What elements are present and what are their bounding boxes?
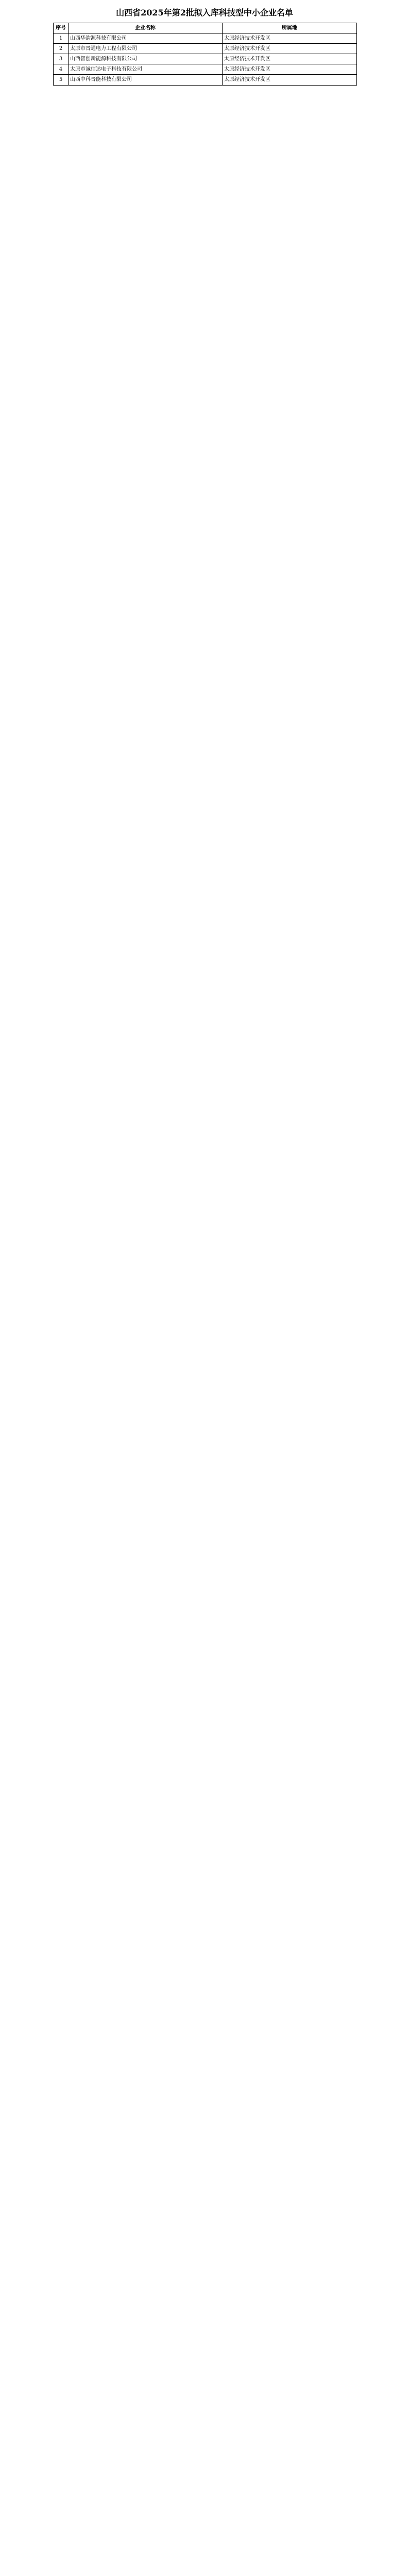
row-company: 山西智创新能源科技有限公司 bbox=[69, 54, 223, 64]
header-index: 序号 bbox=[54, 23, 69, 33]
row-index: 1 bbox=[54, 33, 69, 43]
header-company: 企业名称 bbox=[69, 23, 223, 33]
company-table bbox=[53, 23, 357, 86]
row-index: 2 bbox=[54, 44, 69, 54]
row-index: 5 bbox=[54, 75, 69, 85]
row-index: 4 bbox=[54, 64, 69, 74]
table-row bbox=[54, 75, 356, 85]
page-title: 山西省2025年第2批拟入库科技型中小企业名单 bbox=[116, 8, 293, 18]
row-region: 太原经济技术开发区 bbox=[224, 56, 270, 62]
row-company: 山西华韵源科技有限公司 bbox=[69, 33, 223, 43]
table-row bbox=[54, 54, 356, 64]
header-region: 所属地 bbox=[282, 25, 297, 31]
table-row bbox=[54, 33, 356, 44]
row-region: 太原经济技术开发区 bbox=[224, 66, 270, 72]
table-header bbox=[54, 23, 356, 33]
row-region: 太原经济技术开发区 bbox=[224, 46, 270, 52]
table-row bbox=[54, 44, 356, 54]
table-row bbox=[54, 64, 356, 75]
row-company: 太原市晋通电力工程有限公司 bbox=[69, 44, 223, 54]
row-company: 山西中科晋能科技有限公司 bbox=[69, 75, 223, 85]
row-region: 太原经济技术开发区 bbox=[224, 36, 270, 41]
row-index: 3 bbox=[54, 54, 69, 64]
row-company: 太原市诚信达电子科技有限公司 bbox=[69, 64, 223, 74]
row-region: 太原经济技术开发区 bbox=[224, 77, 270, 82]
